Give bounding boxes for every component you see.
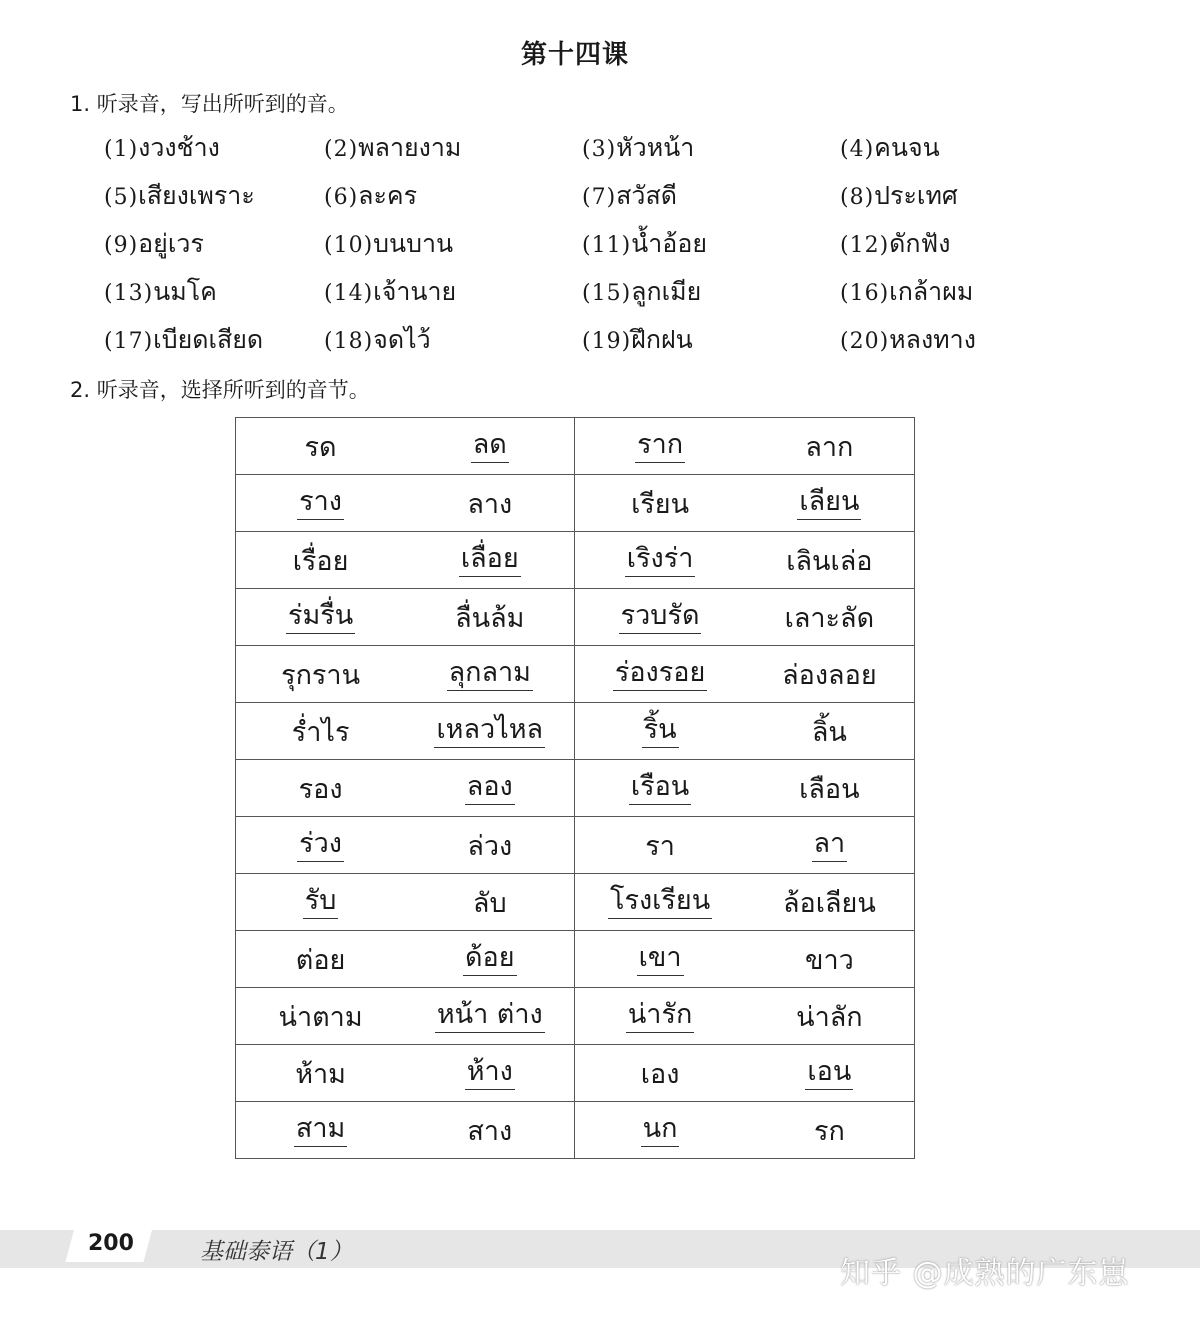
word-number: (13) <box>104 281 154 306</box>
syllable-underlined: เลียน <box>797 487 861 521</box>
word-number: (12) <box>840 233 890 258</box>
word-item <box>104 176 324 224</box>
syllable: ล่วง <box>467 830 513 862</box>
syllable: รอง <box>298 773 343 805</box>
word-text: คนจน <box>874 133 940 162</box>
word-item <box>104 320 324 368</box>
word-text: สวัสดี <box>616 181 677 210</box>
word-number: (6) <box>324 185 359 210</box>
syllable: น่าตาม <box>278 1001 363 1033</box>
syllable-cell <box>745 589 915 646</box>
syllable-cell <box>575 760 745 817</box>
word-number: (8) <box>840 185 875 210</box>
word-item <box>324 320 582 368</box>
table-row <box>236 589 915 646</box>
syllable: สาง <box>467 1115 513 1147</box>
syllable: รา <box>645 830 675 862</box>
watermark: 知乎 @成熟的广东崽 <box>840 1256 1130 1291</box>
table-row <box>236 646 915 703</box>
syllable-underlined: สาม <box>294 1114 347 1148</box>
syllable-cell <box>236 988 406 1045</box>
word-text: เจ้านาย <box>373 277 457 306</box>
syllable: เอง <box>640 1058 680 1090</box>
word-text: ลูกเมีย <box>631 277 702 306</box>
word-text: น้ำอ้อย <box>631 229 707 258</box>
syllable-cell <box>236 817 406 874</box>
syllable: ล้อเลียน <box>782 887 876 919</box>
syllable-underlined: ร่องรอย <box>613 658 707 692</box>
syllable-underlined: นก <box>641 1114 680 1148</box>
syllable-underlined: ลด <box>471 430 509 464</box>
syllable-cell <box>575 703 745 760</box>
table-row <box>236 532 915 589</box>
word-number: (11) <box>582 233 632 258</box>
syllable-cell <box>575 988 745 1045</box>
syllable-cell <box>236 1102 406 1159</box>
syllable-cell <box>575 532 745 589</box>
word-text: เสียงเพราะ <box>138 181 255 210</box>
syllable-cell <box>745 1045 915 1102</box>
word-number: (17) <box>104 329 154 354</box>
word-item <box>104 224 324 272</box>
word-item <box>324 224 582 272</box>
syllable-underlined: ร่วง <box>297 829 344 863</box>
word-text: งวงช้าง <box>138 133 220 162</box>
syllable-cell <box>745 418 915 475</box>
syllable-cell <box>575 874 745 931</box>
syllable-cell <box>575 817 745 874</box>
word-item <box>324 272 582 320</box>
syllable-cell <box>745 646 915 703</box>
syllable: ลาง <box>467 488 513 520</box>
table-row <box>236 931 915 988</box>
syllable-underlined: เหลวไหล <box>434 715 545 749</box>
syllable-cell <box>575 931 745 988</box>
syllable-cell <box>745 703 915 760</box>
syllable-underlined: ลุกลาม <box>447 658 533 692</box>
syllable: ลาก <box>805 431 854 463</box>
syllable: ต่อย <box>295 944 346 976</box>
syllable: รุกราน <box>281 659 361 691</box>
syllable-cell <box>405 532 575 589</box>
word-text: อยู่เวร <box>138 229 204 258</box>
syllable-cell <box>405 1045 575 1102</box>
syllable-cell <box>405 475 575 532</box>
syllable-cell <box>405 589 575 646</box>
word-number: (20) <box>840 329 890 354</box>
word-text: เบียดเสียด <box>153 325 264 354</box>
syllable-underlined: ริ้น <box>642 715 679 749</box>
word-item <box>324 176 582 224</box>
syllable-underlined: ร่มรื่น <box>286 601 355 635</box>
lesson-title: 第十四课 <box>520 40 629 70</box>
syllable: รก <box>813 1115 845 1147</box>
book-title: 基础泰语（1） <box>200 1239 353 1265</box>
syllable-underlined: เขา <box>637 943 684 977</box>
word-text: ฝึกฝน <box>631 325 693 354</box>
exercise-2-instruction: 2. 听录音，选择所听到的音节。 <box>70 378 370 402</box>
syllable-cell <box>405 646 575 703</box>
word-number: (2) <box>324 137 359 162</box>
syllable-cell <box>236 1045 406 1102</box>
syllable-cell <box>745 532 915 589</box>
table-row <box>236 874 915 931</box>
word-number: (3) <box>582 137 617 162</box>
syllable-cell <box>745 874 915 931</box>
page-number: 200 <box>88 1231 134 1256</box>
word-item <box>840 176 1098 224</box>
word-item <box>582 128 840 176</box>
syllable-cell <box>236 532 406 589</box>
word-number: (1) <box>104 137 139 162</box>
syllable: ขาว <box>804 944 854 976</box>
syllable: เลือน <box>799 773 860 805</box>
syllable-underlined: ราง <box>297 487 344 521</box>
syllable-cell <box>236 589 406 646</box>
syllable: ห้าม <box>295 1058 346 1090</box>
word-item <box>582 176 840 224</box>
syllable-underlined: ลา <box>812 829 848 863</box>
syllable-underlined: หน้า ต่าง <box>435 1000 545 1034</box>
syllable-cell <box>236 418 406 475</box>
syllable-cell <box>575 1102 745 1159</box>
syllable-cell <box>405 1102 575 1159</box>
word-item <box>582 272 840 320</box>
syllable: รด <box>304 431 337 463</box>
word-item <box>324 128 582 176</box>
table-row <box>236 817 915 874</box>
table-row <box>236 988 915 1045</box>
syllable-underlined: โรงเรียน <box>608 886 712 920</box>
word-number: (19) <box>582 329 632 354</box>
exercise-1-instruction: 1. 听录音，写出所听到的音。 <box>70 92 349 116</box>
syllable-cell <box>745 817 915 874</box>
syllable-cell <box>575 589 745 646</box>
syllable-underlined: เลื่อย <box>459 544 521 578</box>
table-row <box>236 475 915 532</box>
word-number: (9) <box>104 233 139 258</box>
syllable-cell <box>405 931 575 988</box>
syllable-cell <box>405 760 575 817</box>
word-item <box>582 224 840 272</box>
syllable: ล่องลอย <box>782 659 877 691</box>
syllable: ลิ้น <box>811 716 847 748</box>
syllable: เรียน <box>631 488 690 520</box>
word-text: นมโค <box>153 277 217 306</box>
word-item <box>840 224 1098 272</box>
table-row <box>236 1045 915 1102</box>
syllable-cell <box>405 988 575 1045</box>
word-item <box>104 128 324 176</box>
word-number: (5) <box>104 185 139 210</box>
syllable-cell <box>236 760 406 817</box>
syllable-cell <box>405 874 575 931</box>
syllable-underlined: รับ <box>303 886 339 920</box>
syllable-cell <box>745 931 915 988</box>
word-text: บนบาน <box>373 229 454 258</box>
syllable-cell <box>405 703 575 760</box>
table-row <box>236 703 915 760</box>
word-number: (10) <box>324 233 374 258</box>
syllable-cell <box>236 646 406 703</box>
word-item <box>840 128 1098 176</box>
word-text: พลายงาม <box>358 133 462 162</box>
syllable-underlined: เริงร่า <box>625 544 696 578</box>
syllable-underlined: น่ารัก <box>626 1000 694 1034</box>
syllable: ลับ <box>472 887 507 919</box>
syllable: ลื่นล้ม <box>455 602 525 634</box>
syllable-cell <box>236 703 406 760</box>
syllable-underlined: ลอง <box>465 772 515 806</box>
word-number: (16) <box>840 281 890 306</box>
word-text: หัวหน้า <box>616 133 695 162</box>
word-item <box>582 320 840 368</box>
word-number: (18) <box>324 329 374 354</box>
syllable-underlined: ราก <box>635 430 685 464</box>
syllable-cell <box>575 646 745 703</box>
word-number: (7) <box>582 185 617 210</box>
word-text: ละคร <box>358 181 418 210</box>
word-text: จดไว้ <box>373 325 431 354</box>
syllable-cell <box>575 418 745 475</box>
syllable-underlined: รวบรัด <box>619 601 702 635</box>
word-text: หลงทาง <box>889 325 976 354</box>
syllable-underlined: ด้อย <box>463 943 517 977</box>
syllable-cell <box>745 760 915 817</box>
syllable: เรื่อย <box>292 545 349 577</box>
syllable-cell <box>745 475 915 532</box>
table-row <box>236 760 915 817</box>
syllable-cell <box>236 475 406 532</box>
syllable-underlined: ห้าง <box>465 1057 515 1091</box>
syllable-cell <box>745 988 915 1045</box>
word-item <box>840 272 1098 320</box>
table-row <box>236 418 915 475</box>
word-number: (14) <box>324 281 374 306</box>
word-text: ดักฟัง <box>889 229 951 258</box>
word-text: เกล้าผม <box>889 277 974 306</box>
syllable-underlined: เรือน <box>629 772 691 806</box>
syllable-cell <box>236 874 406 931</box>
word-item <box>104 272 324 320</box>
syllable-cell <box>405 817 575 874</box>
word-item <box>840 320 1098 368</box>
syllable-cell <box>745 1102 915 1159</box>
syllable-cell <box>236 931 406 988</box>
exercise-1-word-list <box>104 128 1104 368</box>
syllable-cell <box>405 418 575 475</box>
table-row <box>236 1102 915 1159</box>
word-number: (15) <box>582 281 632 306</box>
syllable: ร่ำไร <box>291 716 350 748</box>
syllable: เลาะลัด <box>784 602 875 634</box>
word-text: ประเทศ <box>874 181 958 210</box>
exercise-2-syllable-table <box>235 417 915 1159</box>
syllable: เลินเล่อ <box>786 545 873 577</box>
syllable-cell <box>575 475 745 532</box>
word-number: (4) <box>840 137 875 162</box>
syllable-underlined: เอน <box>805 1057 853 1091</box>
syllable: น่าลัก <box>796 1001 863 1033</box>
syllable-cell <box>575 1045 745 1102</box>
